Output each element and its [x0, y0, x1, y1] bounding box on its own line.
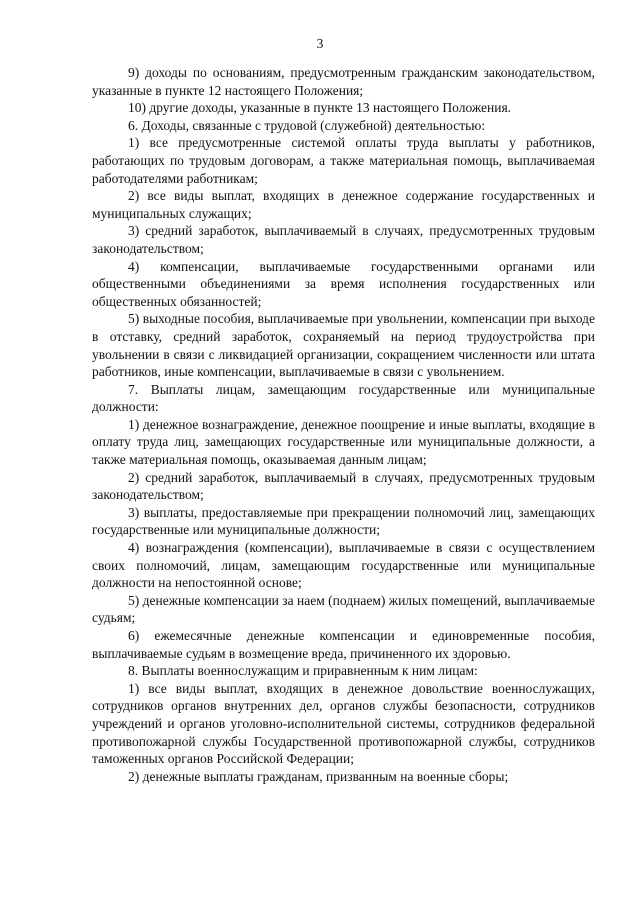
paragraph-8-1: 1) все виды выплат, входящих в денежное довольствие военнослужащих, сотрудников органов внутренних дел, органов службы безопасности, сотрудников учреждений и органов уголовно-исполнительной системы, сотрудников федеральной противопожарной службы Государственной противопожарной службы, сотрудников таможенных органов Российской Федерации; — [92, 680, 595, 767]
paragraph-income-civil-law: 9) доходы по основаниям, предусмотренным гражданским законодательством, указанные в пункте 12 настоящего Положения; — [92, 65, 595, 98]
paragraph-6-5: 5) выходные пособия, выплачиваемые при увольнении, компенсации при выходе в отставку, средний заработок, сохраняемый на период трудоустройства при увольнении в связи с ликвидацией организации, сокращением численности или штата работников, иные компенсации, выплачиваемые в связи с увольнением. — [92, 311, 595, 380]
section-7-heading: 7. Выплаты лицам, замещающим государственные или муниципальные должности: — [92, 381, 595, 415]
paragraph-6-1: 1) все предусмотренные системой оплаты труда выплаты у работников, работающих по трудовым договорам, а также материальная помощь, выплачиваемая работодателями работникам; — [92, 135, 595, 186]
paragraph-6-2: 2) все виды выплат, входящих в денежное содержание государственных и муниципальных служащих; — [92, 188, 595, 221]
section-6-heading: 6. Доходы, связанные с трудовой (служебной) деятельностью: — [128, 117, 486, 133]
document-body — [92, 64, 595, 785]
page-number: 3 — [316, 36, 324, 51]
paragraph-7-2: 2) средний заработок, выплачиваемый в случаях, предусмотренных трудовым законодательством; — [92, 469, 595, 503]
paragraph-7-5: 5) денежные компенсации за наем (поднаем) жилых помещений, выплачиваемые судьям; — [92, 592, 595, 626]
paragraph-7-1: 1) денежное вознаграждение, денежное поощрение и иные выплаты, входящие в оплату труда лиц, замещающих государственные или муниципальные должности, а также материальная помощь, оказываемая данным лицам; — [92, 416, 595, 468]
paragraph-6-4: 4) компенсации, выплачиваемые государственными органами или общественными объединениями за время исполнения государственных или общественных обязанностей; — [92, 258, 595, 309]
paragraph-7-3: 3) выплаты, предоставляемые при прекращении полномочий лиц, замещающих государственные или муниципальные должности; — [92, 504, 595, 538]
paragraph-8-2: 2) денежные выплаты гражданам, призванным на военные сборы; — [128, 768, 509, 784]
paragraph-6-3: 3) средний заработок, выплачиваемый в случаях, предусмотренных трудовым законодательством; — [92, 223, 595, 256]
section-8-heading: 8. Выплаты военнослужащим и приравненным к ним лицам: — [128, 663, 478, 679]
paragraph-other-income: 10) другие доходы, указанные в пункте 13 настоящего Положения. — [128, 100, 512, 116]
paragraph-7-4: 4) вознаграждения (компенсации), выплачиваемые в связи с осуществлением своих полномочий, лицам, замещающим государственные или муниципальные должности на непостоянной основе; — [92, 540, 595, 591]
paragraph-7-6: 6) ежемесячные денежные компенсации и единовременные пособия, выплачиваемые судьям в возмещение вреда, причиненного их здоровью. — [92, 628, 595, 661]
